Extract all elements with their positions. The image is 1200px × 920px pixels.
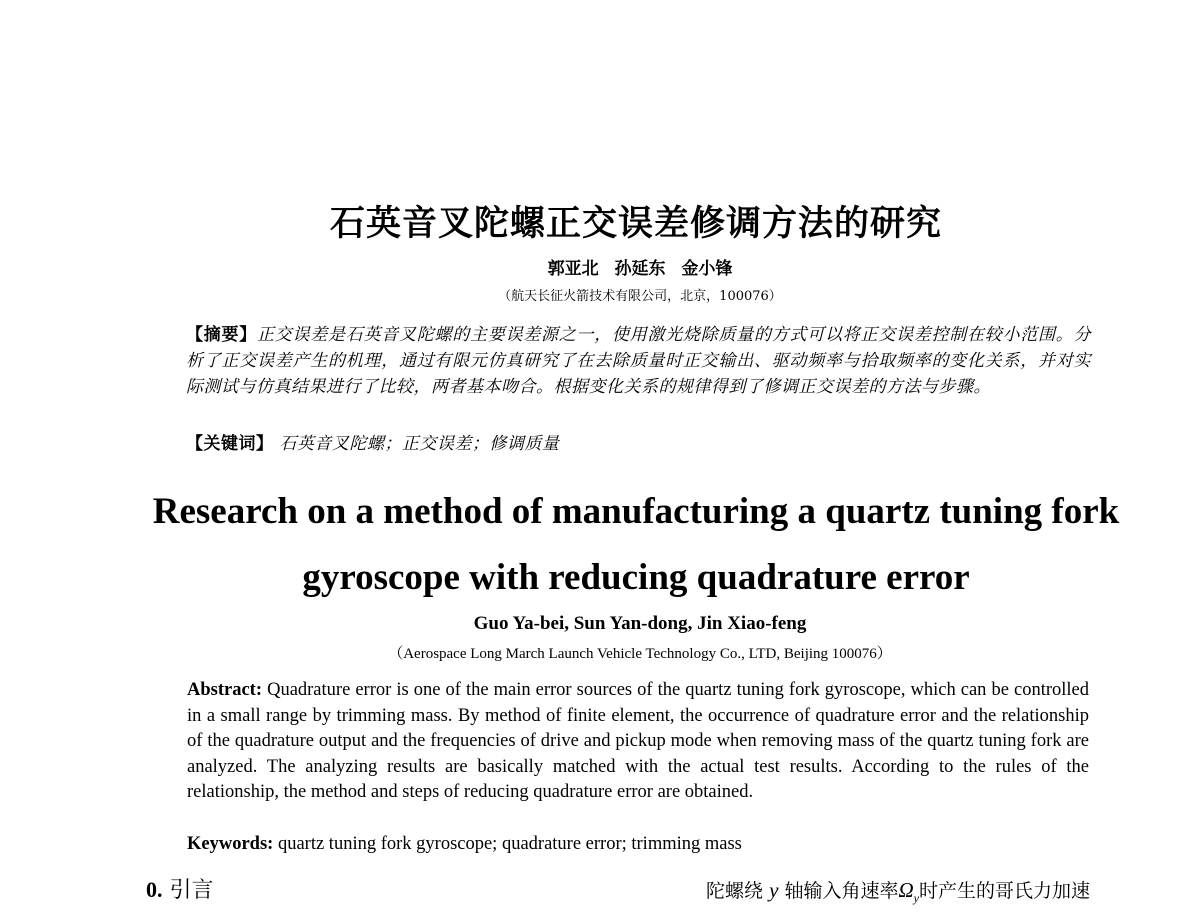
body-text-part3: 时产生的哥氏力加速 [918,880,1090,902]
english-keywords [187,832,1089,858]
chinese-authors: 郭亚北 孙延东 金小锋 [547,259,733,279]
english-title-line1: Research on a method of manufacturing a quartz tuning fork [152,491,1120,532]
chinese-keywords-text: 石英音叉陀螺；正交误差；修调质量 [279,434,560,454]
omega-subscript: y [913,890,919,905]
english-abstract [187,678,1089,806]
chinese-affiliation: （航天长征火箭技术有限公司，北京，100076） [498,289,782,304]
english-abstract-text: Quadrature error is one of the main error sources of the quartz tuning fork gyroscope, which can be controlled in a small range by trimming mass. By method of finite element, the occurrence of quadrature error and the relationship of the quadrature output and the frequencies of drive and pickup mode when removing mass of the quartz tuning fork are analyzed. The analyzing results are basically matched with the actual test results. According to the rules of the relationship, the method and steps of reducing quadrature error are obtained. [187,680,1090,803]
body-text-part2: 轴输入角速率 [784,880,899,902]
body-text-right-column [706,876,1136,906]
english-title-line2: gyroscope with reducing quadrature error [302,557,970,598]
section-title: 引言 [169,878,214,903]
section-heading [146,873,214,904]
english-authors: Guo Ya-bei, Sun Yan-dong, Jin Xiao-feng [473,613,807,634]
english-keywords-text: quartz tuning fork gyroscope; quadrature error; trimming mass [277,834,742,854]
body-text-part1: 陀螺绕 [706,880,764,902]
english-abstract-label: Abstract: [187,680,263,700]
chinese-abstract-text: 正交误差是石英音叉陀螺的主要误差源之一，使用激光烧除质量的方式可以将正交误差控制在较小范围。分析了正交误差产生的机理，通过有限元仿真研究了在去除质量时正交输出、驱动频率与拾取频率的变化关系，并对实际测试与仿真结果进行了比较，两者基本吻合。根据变化关系的规律得到了修调正交误差的方法与步骤。 [186,325,1091,397]
chinese-keywords [186,431,1091,457]
english-keywords-label: Keywords: [187,834,274,854]
english-affiliation: （Aerospace Long March Launch Vehicle Technology Co., LTD, Beijing 100076） [388,646,892,662]
section-number: 0. [146,877,163,902]
chinese-keywords-label: 【关键词】 [186,434,274,454]
chinese-abstract [186,322,1091,400]
omega-symbol: Ω [898,878,914,902]
chinese-title: 石英音叉陀螺正交误差修调方法的研究 [329,204,942,244]
variable-y: y [769,878,779,902]
chinese-abstract-label: 【摘要】 [186,325,257,345]
